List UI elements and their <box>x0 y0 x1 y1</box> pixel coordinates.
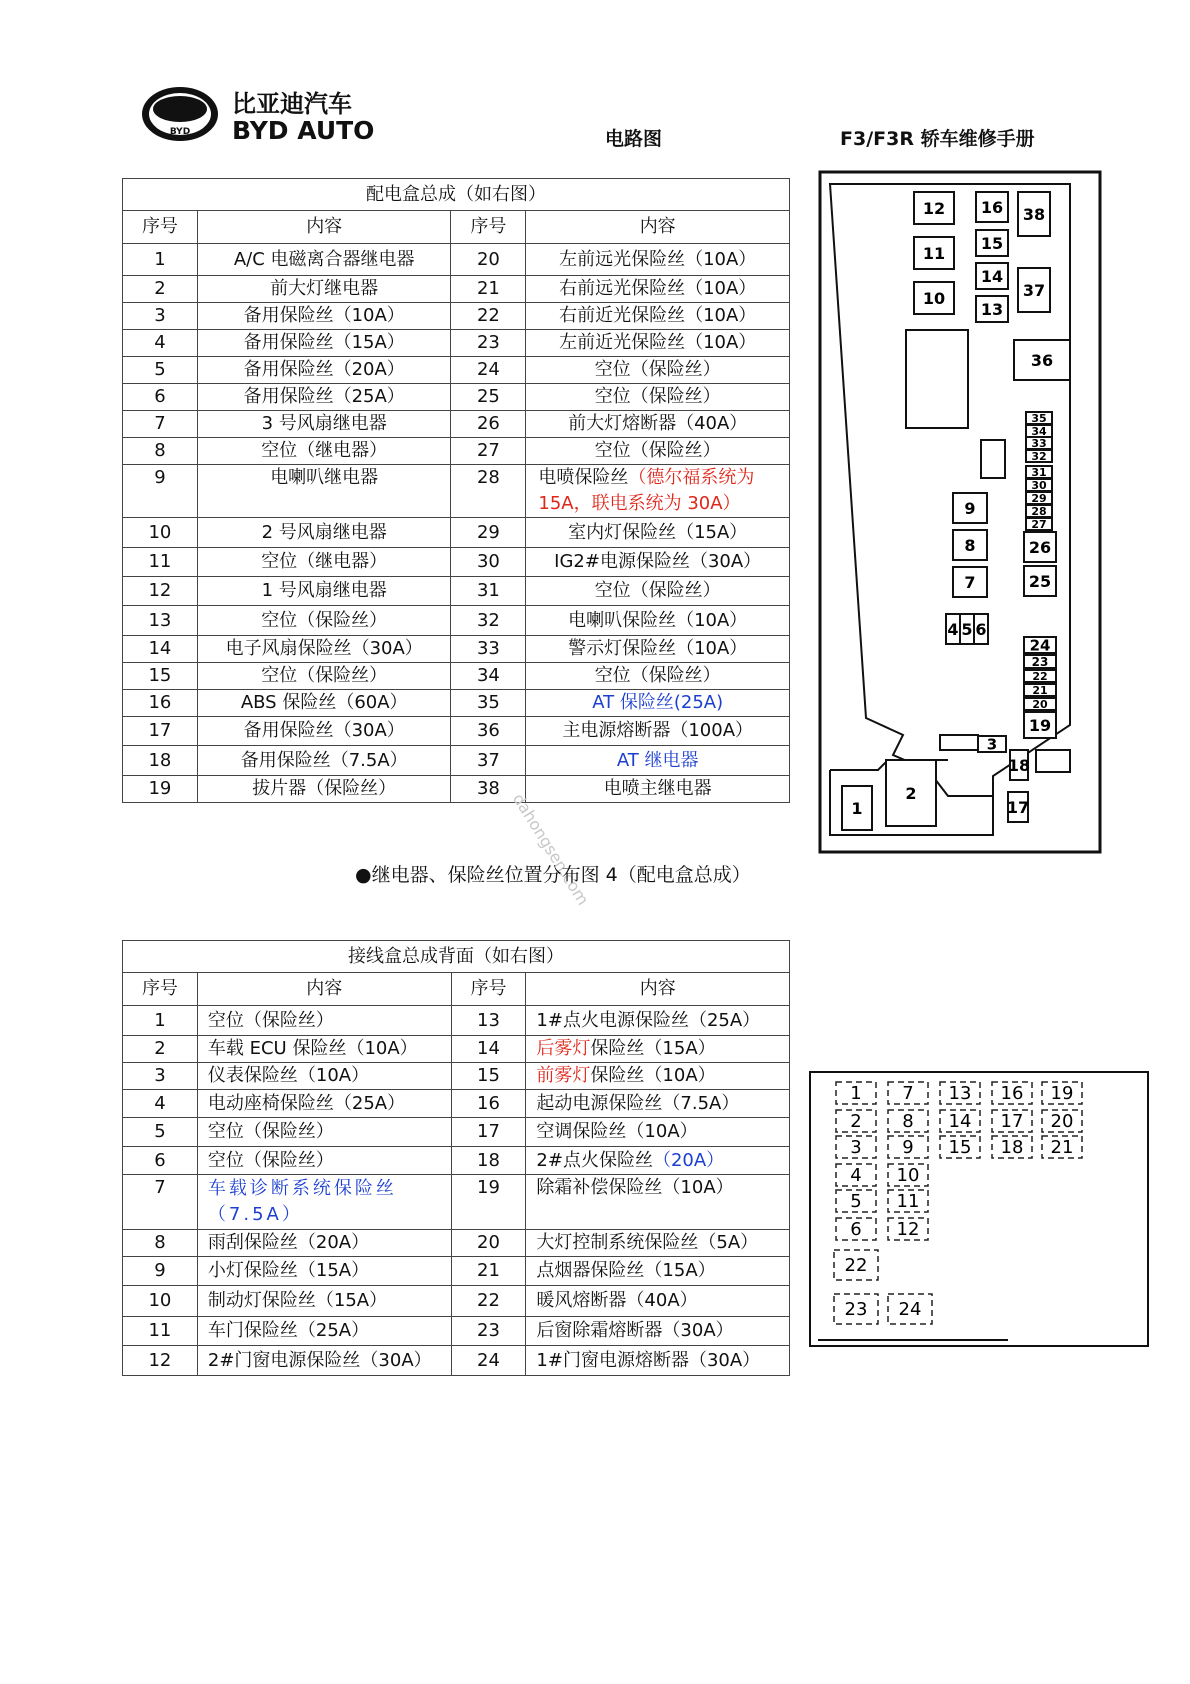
table-header: 序号 <box>123 973 198 1006</box>
fuse-slot-label: 19 <box>1050 1083 1074 1104</box>
content-text: 空调保险丝（10A） <box>536 1121 698 1142</box>
table-header: 序号 <box>451 973 526 1006</box>
table-header: 序号 <box>123 211 198 244</box>
row-content <box>526 276 790 303</box>
row-content <box>526 1317 790 1346</box>
fuse-slot-label: 12 <box>922 198 946 218</box>
row-number: 9 <box>123 465 198 518</box>
row-number: 17 <box>123 717 198 746</box>
row-number: 4 <box>123 1090 198 1118</box>
table-row <box>123 244 790 276</box>
row-content <box>526 636 790 663</box>
fuse-slot-label: 22 <box>1032 669 1048 683</box>
fuse-slot-label: 33 <box>1031 436 1047 450</box>
row-number: 30 <box>451 548 526 577</box>
fuse-slot-label: 13 <box>948 1083 972 1104</box>
table-row <box>123 330 790 357</box>
row-number: 2 <box>123 1036 198 1063</box>
row-number: 23 <box>451 1317 526 1346</box>
row-number: 18 <box>123 746 198 776</box>
row-content <box>197 1036 451 1063</box>
content-text: 空位（保险丝） <box>594 665 721 686</box>
row-content: 备用保险丝（15A） <box>197 330 451 357</box>
fuse-slot-label: 22 <box>844 1255 868 1276</box>
fuse-slot-label: 14 <box>980 266 1004 286</box>
table-row <box>123 411 790 438</box>
row-number: 31 <box>451 577 526 606</box>
figure-caption: ●继电器、保险丝位置分布图 4（配电盒总成） <box>355 864 751 886</box>
row-content <box>526 438 790 465</box>
content-text: 小灯保险丝（15A） <box>207 1260 370 1281</box>
table-row <box>123 1257 790 1286</box>
table-row <box>123 1286 790 1317</box>
row-number: 6 <box>123 1147 198 1175</box>
row-number: 7 <box>123 411 198 438</box>
fuse-slot-label: 15 <box>948 1137 972 1158</box>
table-row <box>123 663 790 690</box>
content-text: 2#点火保险丝 <box>536 1149 653 1171</box>
content-text: 1#点火电源保险丝（25A） <box>536 1009 761 1031</box>
row-content <box>526 357 790 384</box>
byd-logo <box>140 84 400 144</box>
row-number: 35 <box>451 690 526 717</box>
table-row <box>123 465 790 518</box>
table-row <box>123 746 790 776</box>
row-content <box>526 411 790 438</box>
content-text: IG2#电源保险丝（30A） <box>554 551 762 572</box>
row-number: 16 <box>123 690 198 717</box>
row-number: 7 <box>123 1175 198 1230</box>
content-text: 暖风熔断器（40A） <box>536 1290 698 1311</box>
row-content <box>197 1175 451 1230</box>
row-content <box>526 1230 790 1257</box>
fuse-slot-label: 23 <box>1031 654 1049 669</box>
row-content: 备用保险丝（20A） <box>197 357 451 384</box>
highlight-text: （20A） <box>652 1149 725 1171</box>
fuse-slot-label: 10 <box>896 1165 920 1186</box>
row-number: 34 <box>451 663 526 690</box>
content-text: 空位（保险丝） <box>594 440 721 461</box>
content-text: 主电源熔断器（100A） <box>562 720 754 741</box>
content-text: 保险丝（10A） <box>590 1065 716 1086</box>
row-number: 37 <box>451 746 526 776</box>
fuse-slot-label: 19 <box>1028 715 1052 735</box>
fuse-slot-label: 16 <box>980 197 1004 217</box>
row-content <box>197 1090 451 1118</box>
fuse-slot-label: 3 <box>986 735 998 754</box>
highlight-text: （德尔福系统为 15A，联电系统为 30A） <box>538 467 755 514</box>
junction-box-diagram <box>808 1070 1151 1348</box>
row-content <box>197 1286 451 1317</box>
row-content <box>526 690 790 717</box>
content-text: 空位（保险丝） <box>594 580 721 601</box>
brand-cn: 比亚迪汽车 <box>232 90 352 118</box>
content-text: 1#门窗电源熔断器（30A） <box>536 1349 761 1371</box>
logo-emblem-text: BYD <box>169 127 191 137</box>
row-number: 32 <box>451 606 526 636</box>
row-number: 11 <box>123 1317 198 1346</box>
fuse-slot-label: 14 <box>948 1111 972 1132</box>
content-text: 警示灯保险丝（10A） <box>568 638 748 659</box>
row-number: 12 <box>123 1346 198 1376</box>
content-text: 空位（保险丝） <box>594 359 721 380</box>
fuse-slot-label: 1 <box>850 1083 862 1104</box>
row-number: 27 <box>451 438 526 465</box>
row-content: ABS 保险丝（60A） <box>197 690 451 717</box>
row-number: 8 <box>123 1230 198 1257</box>
row-number: 14 <box>451 1036 526 1063</box>
row-number: 5 <box>123 1118 198 1147</box>
row-content: 前大灯继电器 <box>197 276 451 303</box>
fuse-slot-label: 12 <box>896 1219 920 1240</box>
fuse-slot-label: 7 <box>964 572 976 592</box>
content-text: 保险丝（15A） <box>590 1038 716 1059</box>
highlight-text: 后雾灯 <box>536 1038 591 1059</box>
fuse-slot-label: 30 <box>1031 478 1047 492</box>
row-content <box>526 577 790 606</box>
table-row <box>123 1317 790 1346</box>
fuse-slot-label: 24 <box>1029 636 1051 655</box>
fuse-slot-label: 2 <box>850 1111 862 1132</box>
row-number: 22 <box>451 303 526 330</box>
row-number: 5 <box>123 357 198 384</box>
row-number: 15 <box>123 663 198 690</box>
row-number: 11 <box>123 548 198 577</box>
fuse-slot-label: 31 <box>1031 465 1047 479</box>
table-row <box>123 1175 790 1230</box>
row-number: 10 <box>123 1286 198 1317</box>
fuse-slot-label: 15 <box>980 233 1004 253</box>
fuse-slot-label: 36 <box>1030 350 1054 370</box>
row-number: 38 <box>451 776 526 803</box>
table-row <box>123 776 790 803</box>
row-content <box>526 1257 790 1286</box>
row-number: 33 <box>451 636 526 663</box>
fuse-slot-label: 4 <box>947 619 959 639</box>
fuse-slot-label: 6 <box>850 1219 862 1240</box>
row-content <box>526 465 790 518</box>
row-content: 备用保险丝（30A） <box>197 717 451 746</box>
highlight-text: 车载诊断系统保险丝（7.5A） <box>207 1178 397 1225</box>
row-number: 20 <box>451 244 526 276</box>
junction-box-table <box>122 940 790 1376</box>
row-number: 24 <box>451 357 526 384</box>
manual-title: F3/F3R 轿车维修手册 <box>840 128 1035 150</box>
table-row <box>123 1118 790 1147</box>
section-title: 电路图 <box>605 128 663 150</box>
content-text: 空位（保险丝） <box>207 1149 334 1171</box>
row-content <box>526 303 790 330</box>
content-text: 后窗除霜熔断器（30A） <box>536 1320 734 1341</box>
table-row <box>123 717 790 746</box>
row-number: 10 <box>123 518 198 548</box>
highlight-text: 前雾灯 <box>536 1065 591 1086</box>
table-row <box>123 1346 790 1376</box>
content-text: 左前近光保险丝（10A） <box>559 332 757 353</box>
table-row <box>123 357 790 384</box>
row-number: 13 <box>123 606 198 636</box>
row-content <box>526 1118 790 1147</box>
row-content: 3 号风扇继电器 <box>197 411 451 438</box>
fuse-slot-label: 6 <box>975 619 987 639</box>
row-number: 21 <box>451 1257 526 1286</box>
brand-en: BYD AUTO <box>232 116 375 144</box>
row-content: A/C 电磁离合器继电器 <box>197 244 451 276</box>
row-number: 8 <box>123 438 198 465</box>
fuse-slot-label: 23 <box>844 1299 868 1320</box>
content-text: 空位（保险丝） <box>207 1009 334 1031</box>
row-content <box>197 1257 451 1286</box>
row-number: 3 <box>123 303 198 330</box>
fuse-box-diagram <box>818 170 1103 855</box>
row-content <box>526 384 790 411</box>
row-content <box>197 1006 451 1036</box>
table-header: 序号 <box>451 211 526 244</box>
row-number: 20 <box>451 1230 526 1257</box>
fuse-slot-label: 8 <box>902 1111 914 1132</box>
table-row <box>123 548 790 577</box>
content-text: 制动灯保险丝（15A） <box>207 1290 388 1311</box>
row-content <box>197 1118 451 1147</box>
row-content <box>526 1346 790 1376</box>
table-row <box>123 606 790 636</box>
row-content <box>526 1090 790 1118</box>
row-content <box>526 1147 790 1175</box>
fuse-slot-label: 1 <box>851 798 863 818</box>
row-number: 28 <box>451 465 526 518</box>
fuse-slot-label: 24 <box>898 1299 922 1320</box>
row-number: 1 <box>123 244 198 276</box>
row-content: 备用保险丝（25A） <box>197 384 451 411</box>
row-content <box>526 518 790 548</box>
table-row <box>123 577 790 606</box>
content-text: 前大灯熔断器（40A） <box>568 413 748 434</box>
fuse-slot-label: 13 <box>980 299 1004 319</box>
row-content: 电喇叭继电器 <box>197 465 451 518</box>
content-text: 电动座椅保险丝（25A） <box>207 1092 406 1114</box>
fuse-slot-label: 5 <box>850 1191 862 1212</box>
fuse-slot-label: 32 <box>1031 449 1047 463</box>
row-number: 16 <box>451 1090 526 1118</box>
row-content <box>526 1006 790 1036</box>
fuse-slot-label: 25 <box>1028 571 1052 591</box>
row-number: 23 <box>451 330 526 357</box>
row-number: 29 <box>451 518 526 548</box>
content-text: 除霜补偿保险丝（10A） <box>536 1177 734 1198</box>
fuse-slot-label: 35 <box>1031 411 1047 425</box>
row-content <box>526 548 790 577</box>
row-number: 17 <box>451 1118 526 1147</box>
fuse-slot-label: 26 <box>1028 537 1052 557</box>
table-row <box>123 276 790 303</box>
row-number: 18 <box>451 1147 526 1175</box>
fuse-slot-label: 21 <box>1050 1137 1074 1158</box>
content-text: 空位（保险丝） <box>594 386 721 407</box>
row-content <box>526 606 790 636</box>
row-number: 36 <box>451 717 526 746</box>
row-number: 12 <box>123 577 198 606</box>
table-row <box>123 303 790 330</box>
row-content: 备用保险丝（7.5A） <box>197 746 451 776</box>
content-text: 大灯控制系统保险丝（5A） <box>536 1232 759 1253</box>
content-text: 空位（保险丝） <box>207 1121 334 1142</box>
fuse-slot-label: 28 <box>1031 504 1047 518</box>
content-text: 右前近光保险丝（10A） <box>559 305 757 326</box>
fuse-slot-label: 38 <box>1022 204 1046 224</box>
fuse-slot-label: 29 <box>1031 491 1047 505</box>
row-content: 电子风扇保险丝（30A） <box>197 636 451 663</box>
row-content: 1 号风扇继电器 <box>197 577 451 606</box>
row-content: 拔片器（保险丝） <box>197 776 451 803</box>
table-row <box>123 1230 790 1257</box>
content-text: 雨刮保险丝（20A） <box>207 1232 370 1253</box>
content-text: 电喷保险丝 <box>538 467 629 488</box>
row-number: 25 <box>451 384 526 411</box>
fuse-slot-label: 9 <box>964 498 976 518</box>
row-content: 2 号风扇继电器 <box>197 518 451 548</box>
table-row <box>123 1090 790 1118</box>
row-content: 备用保险丝（10A） <box>197 303 451 330</box>
table-title: 配电盒总成（如右图） <box>123 179 790 211</box>
row-content <box>526 1286 790 1317</box>
row-content <box>526 746 790 776</box>
row-number: 13 <box>451 1006 526 1036</box>
content-text: 电喷主继电器 <box>603 778 712 799</box>
fuse-slot-label: 17 <box>1000 1111 1024 1132</box>
table-row <box>123 1006 790 1036</box>
content-text: 室内灯保险丝（15A） <box>568 521 748 543</box>
row-content <box>197 1230 451 1257</box>
row-number: 15 <box>451 1063 526 1090</box>
row-number: 2 <box>123 276 198 303</box>
content-text: 左前远光保险丝（10A） <box>559 248 757 270</box>
row-content: 空位（继电器） <box>197 548 451 577</box>
table-row <box>123 690 790 717</box>
fuse-slot-label: 7 <box>902 1083 914 1104</box>
row-content <box>526 244 790 276</box>
row-content <box>526 1036 790 1063</box>
fuse-slot-label: 5 <box>961 619 973 639</box>
fuse-slot-label: 2 <box>905 783 917 803</box>
table-title: 接线盒总成背面（如右图） <box>123 941 790 973</box>
row-content <box>526 717 790 746</box>
fuse-slot-label: 18 <box>1000 1137 1024 1158</box>
table-header: 内容 <box>526 211 790 244</box>
row-content <box>197 1346 451 1376</box>
row-content: 空位（保险丝） <box>197 663 451 690</box>
content-text: 2#门窗电源保险丝（30A） <box>207 1349 432 1371</box>
row-number: 9 <box>123 1257 198 1286</box>
row-number: 14 <box>123 636 198 663</box>
row-content <box>197 1063 451 1090</box>
table-row <box>123 438 790 465</box>
row-number: 24 <box>451 1346 526 1376</box>
content-text: 车门保险丝（25A） <box>207 1320 370 1341</box>
fuse-slot-label: 11 <box>896 1191 920 1212</box>
row-number: 6 <box>123 384 198 411</box>
content-text: 右前远光保险丝（10A） <box>559 278 757 299</box>
table-row <box>123 1036 790 1063</box>
fuse-slot-label: 37 <box>1022 280 1046 300</box>
fuse-slot-label: 18 <box>1007 755 1031 775</box>
fuse-slot-label: 10 <box>922 288 946 308</box>
row-content <box>197 1147 451 1175</box>
row-content <box>526 776 790 803</box>
row-number: 3 <box>123 1063 198 1090</box>
row-content: 空位（继电器） <box>197 438 451 465</box>
row-content <box>526 1175 790 1230</box>
fuse-slot-label: 17 <box>1006 797 1030 817</box>
fuse-slot-label: 4 <box>850 1165 862 1186</box>
table-row <box>123 636 790 663</box>
fuse-slot-label: 20 <box>1050 1111 1074 1132</box>
row-content: 空位（保险丝） <box>197 606 451 636</box>
highlight-text: AT 继电器 <box>616 749 699 771</box>
fuse-slot-label: 34 <box>1031 424 1047 438</box>
row-number: 4 <box>123 330 198 357</box>
row-number: 21 <box>451 276 526 303</box>
row-content <box>526 1063 790 1090</box>
fuse-slot-label: 8 <box>964 535 976 555</box>
watermark: dahongsen.com <box>508 790 593 909</box>
fuse-slot-label: 16 <box>1000 1083 1024 1104</box>
fuse-slot-label: 27 <box>1031 517 1047 531</box>
row-number: 22 <box>451 1286 526 1317</box>
content-text: 电喇叭保险丝（10A） <box>568 609 748 631</box>
content-text: 起动电源保险丝（7.5A） <box>536 1092 740 1114</box>
fuse-slot-label: 11 <box>922 243 946 263</box>
row-content <box>197 1317 451 1346</box>
fuse-box-table <box>122 178 790 803</box>
row-number: 26 <box>451 411 526 438</box>
highlight-text: AT 保险丝(25A) <box>592 692 724 713</box>
table-row <box>123 518 790 548</box>
table-row <box>123 1063 790 1090</box>
table-row <box>123 1147 790 1175</box>
content-text: 点烟器保险丝（15A） <box>536 1260 716 1281</box>
row-number: 1 <box>123 1006 198 1036</box>
content-text: 车载 ECU 保险丝（10A） <box>207 1038 418 1059</box>
content-text: 仪表保险丝（10A） <box>207 1065 370 1086</box>
row-content <box>526 663 790 690</box>
row-content <box>526 330 790 357</box>
fuse-slot-label: 20 <box>1032 697 1048 711</box>
table-header: 内容 <box>197 973 451 1006</box>
fuse-slot-label: 9 <box>902 1137 914 1158</box>
fuse-slot-label: 21 <box>1032 683 1048 697</box>
row-number: 19 <box>451 1175 526 1230</box>
table-row <box>123 384 790 411</box>
table-header: 内容 <box>526 973 790 1006</box>
fuse-slot-label: 3 <box>850 1137 862 1158</box>
table-header: 内容 <box>197 211 451 244</box>
row-number: 19 <box>123 776 198 803</box>
